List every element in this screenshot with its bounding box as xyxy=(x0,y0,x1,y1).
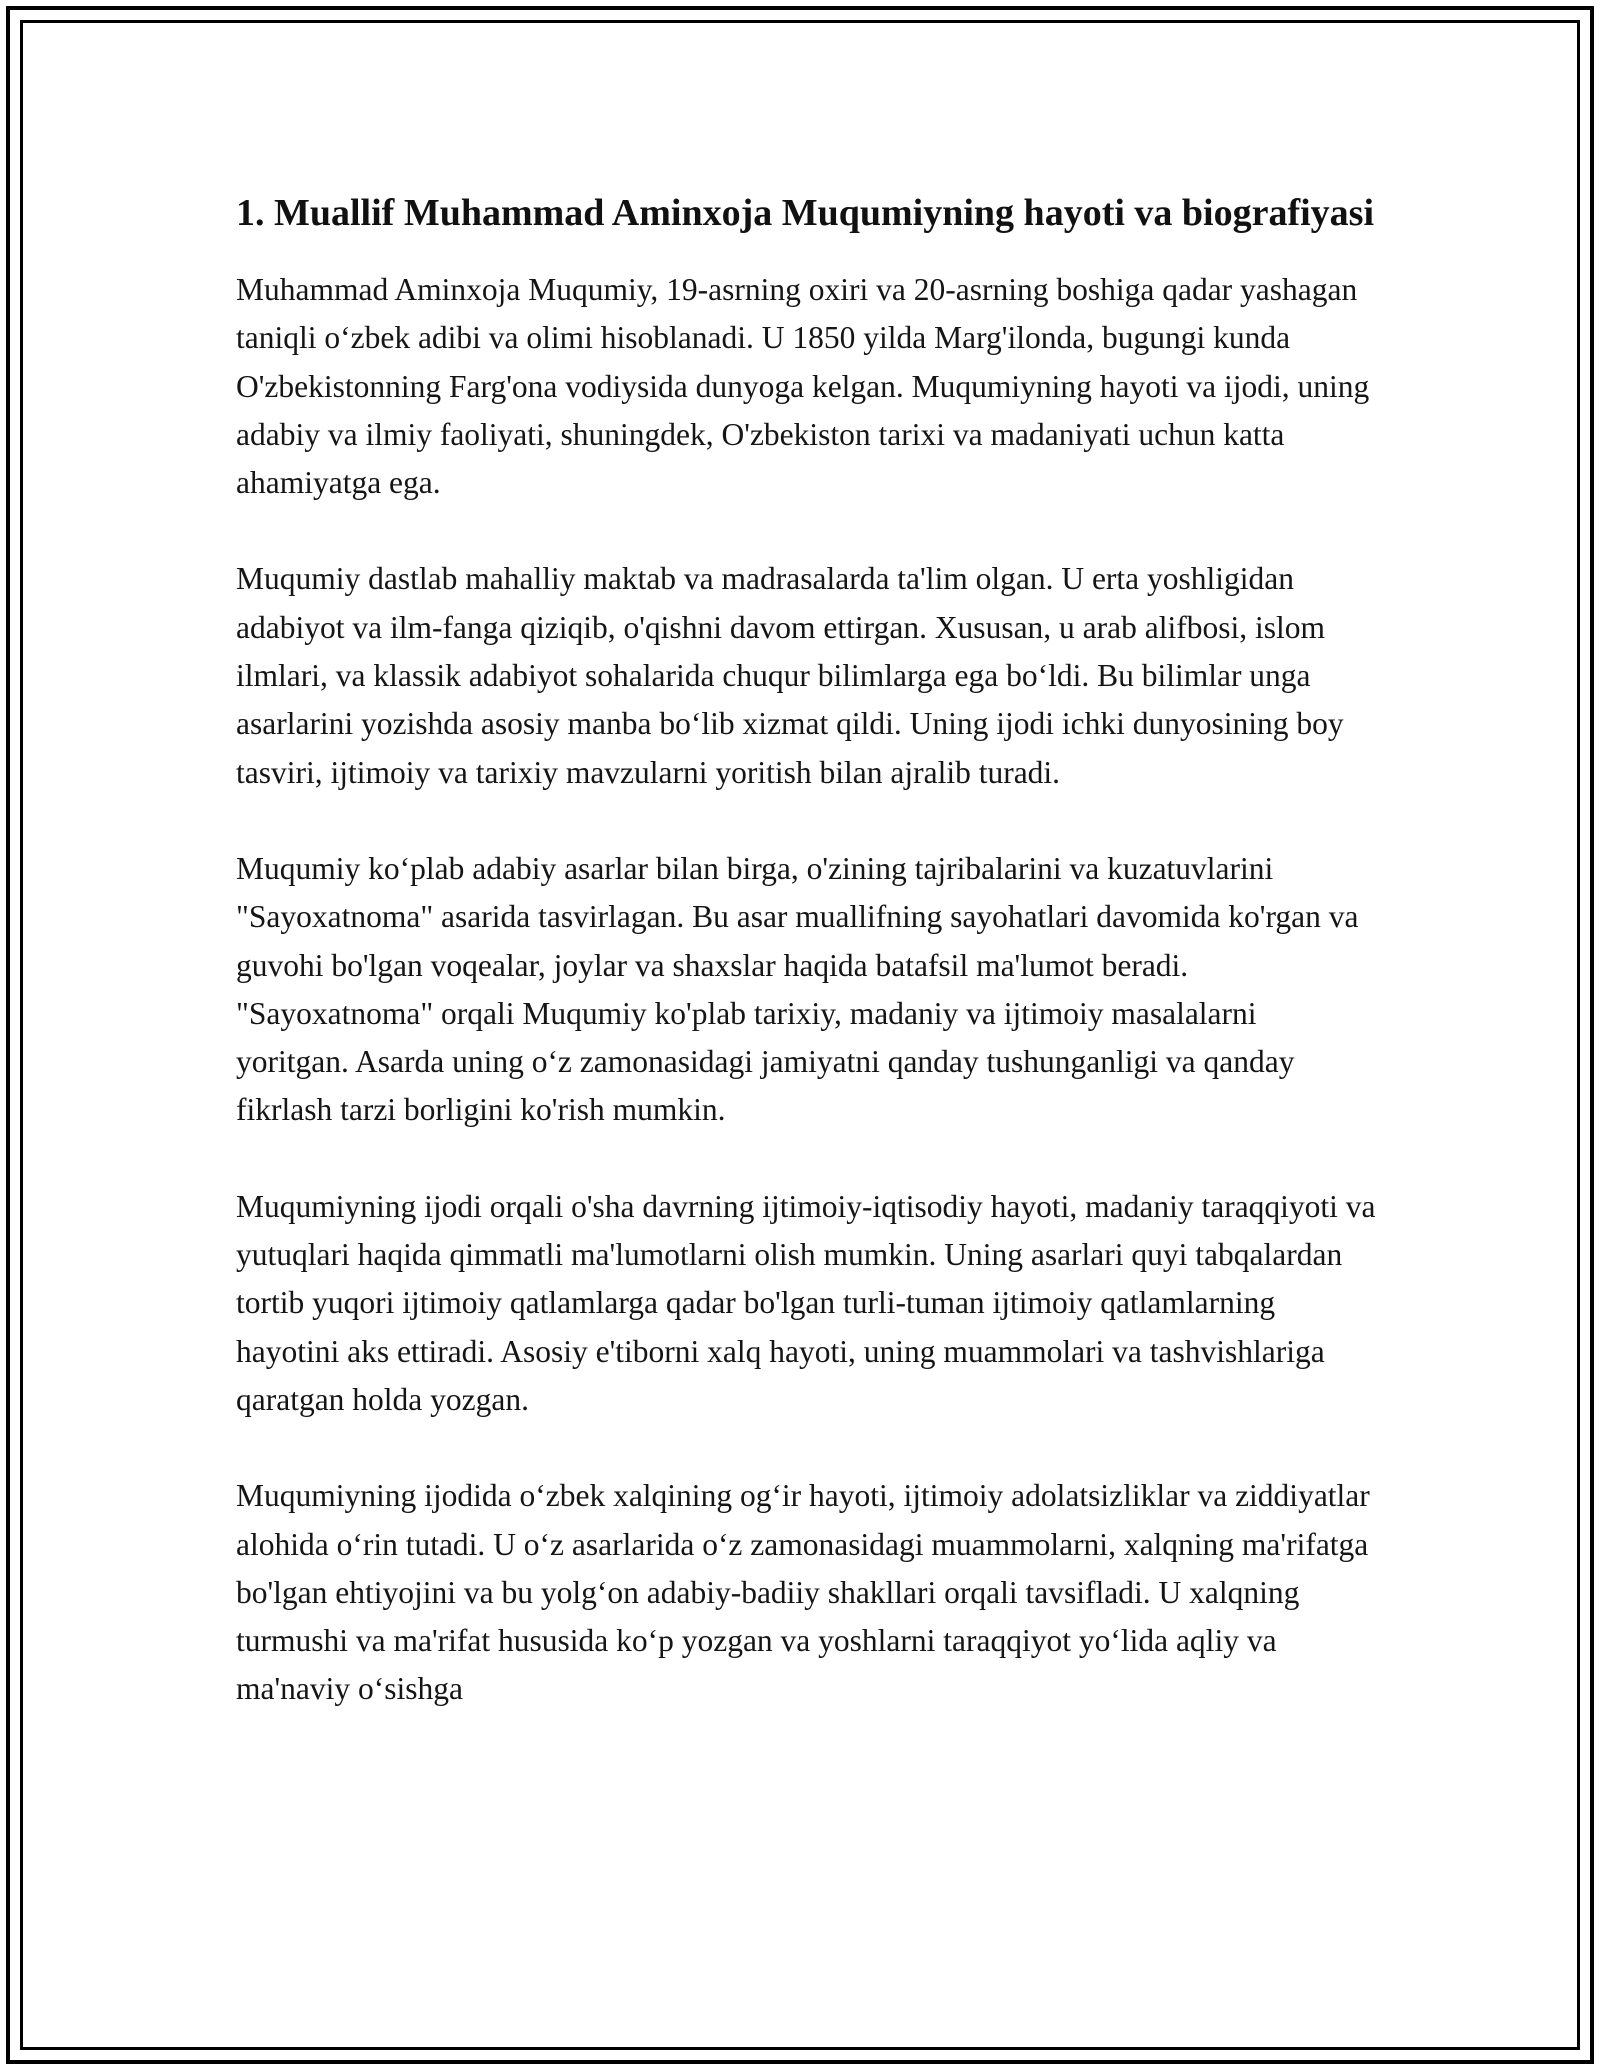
paragraph-2: Muqumiy dastlab mahalliy maktab va madrasalarda ta'lim olgan. U erta yoshligidan adabiyot va ilm-fanga qiziqib, o'qishni davom ettirgan. Xususan, u arab alifbosi, islom ilmlari, va klassik adabiyot sohalarida chuqur bilimlarga ega bo‘ldi. Bu bilimlar unga asarlarini yozishda asosiy manba bo‘lib xizmat qildi. Uning ijodi ichki dunyosining boy tasviri, ijtimoiy va tarixiy mavzularni yoritish bilan ajralib turadi. xyxy=(236,561,1344,790)
paragraph-4: Muqumiyning ijodi orqali o'sha davrning ijtimoiy-iqtisodiy hayoti, madaniy taraqqiyoti va yutuqlari haqida qimmatli ma'lumotlarni olish mumkin. Uning asarlari quyi tabqalardan tortib yuqori ijtimoiy qatlamlarga qadar bo'lgan turli-tuman ijtimoiy qatlamlarning hayotini aks ettiradi. Asosiy e'tiborni xalq hayoti, uning muammolari va tashvishlariga qaratgan holda yozgan. xyxy=(236,1188,1376,1417)
paragraph-5: Muqumiyning ijodida o‘zbek xalqining og‘ir hayoti, ijtimoiy adolatsizliklar va ziddiyatlar alohida o‘rin tutadi. U o‘z asarlarida o‘z zamonasidagi muammolarni, xalqning ma'rifatga bo'lgan ehtiyojini va bu yolg‘on adabiy-badiiy shakllari orqali tavsifladi. U xalqning turmushi va ma'rifat hususida ko‘p yozgan va yoshlarni taraqqiyot yo‘lida aqliy va ma'naviy o‘sishga xyxy=(236,1478,1370,1707)
paragraph-1: Muhammad Aminxoja Muqumiy, 19-asrning oxiri va 20-asrning boshiga qadar yashagan taniqli o‘zbek adibi va olimi hisoblanadi. U 1850 yilda Marg'ilonda, bugungi kunda O'zbekistonning Farg'ona vodiysida dunyoga kelgan. Muqumiyning hayoti va ijodi, uning adabiy va ilmiy faoliyati, shuningdek, O'zbekiston tarixi va madaniyati uchun katta ahamiyatga ega. xyxy=(236,272,1370,501)
document-body xyxy=(236,186,1376,1762)
paragraph-3: Muqumiy ko‘plab adabiy asarlar bilan birga, o'zining tajribalarini va kuzatuvlarini "Sayoxatnoma" asarida tasvirlagan. Bu asar muallifning sayohatlari davomida ko'rgan va guvohi bo'lgan voqealar, joylar va shaxslar haqida batafsil ma'lumot beradi. "Sayoxatnoma" orqali Muqumiy ko'plab tarixiy, madaniy va ijtimoiy masalalarni yoritgan. Asarda uning o‘z zamonasidagi jamiyatni qanday tushunganligi va qanday fikrlash tarzi borligini ko'rish mumkin. xyxy=(236,850,1359,1128)
section-heading: 1. Muallif Muhammad Aminxoja Muqumiyning hayoti va biografiyasi xyxy=(236,192,1375,234)
